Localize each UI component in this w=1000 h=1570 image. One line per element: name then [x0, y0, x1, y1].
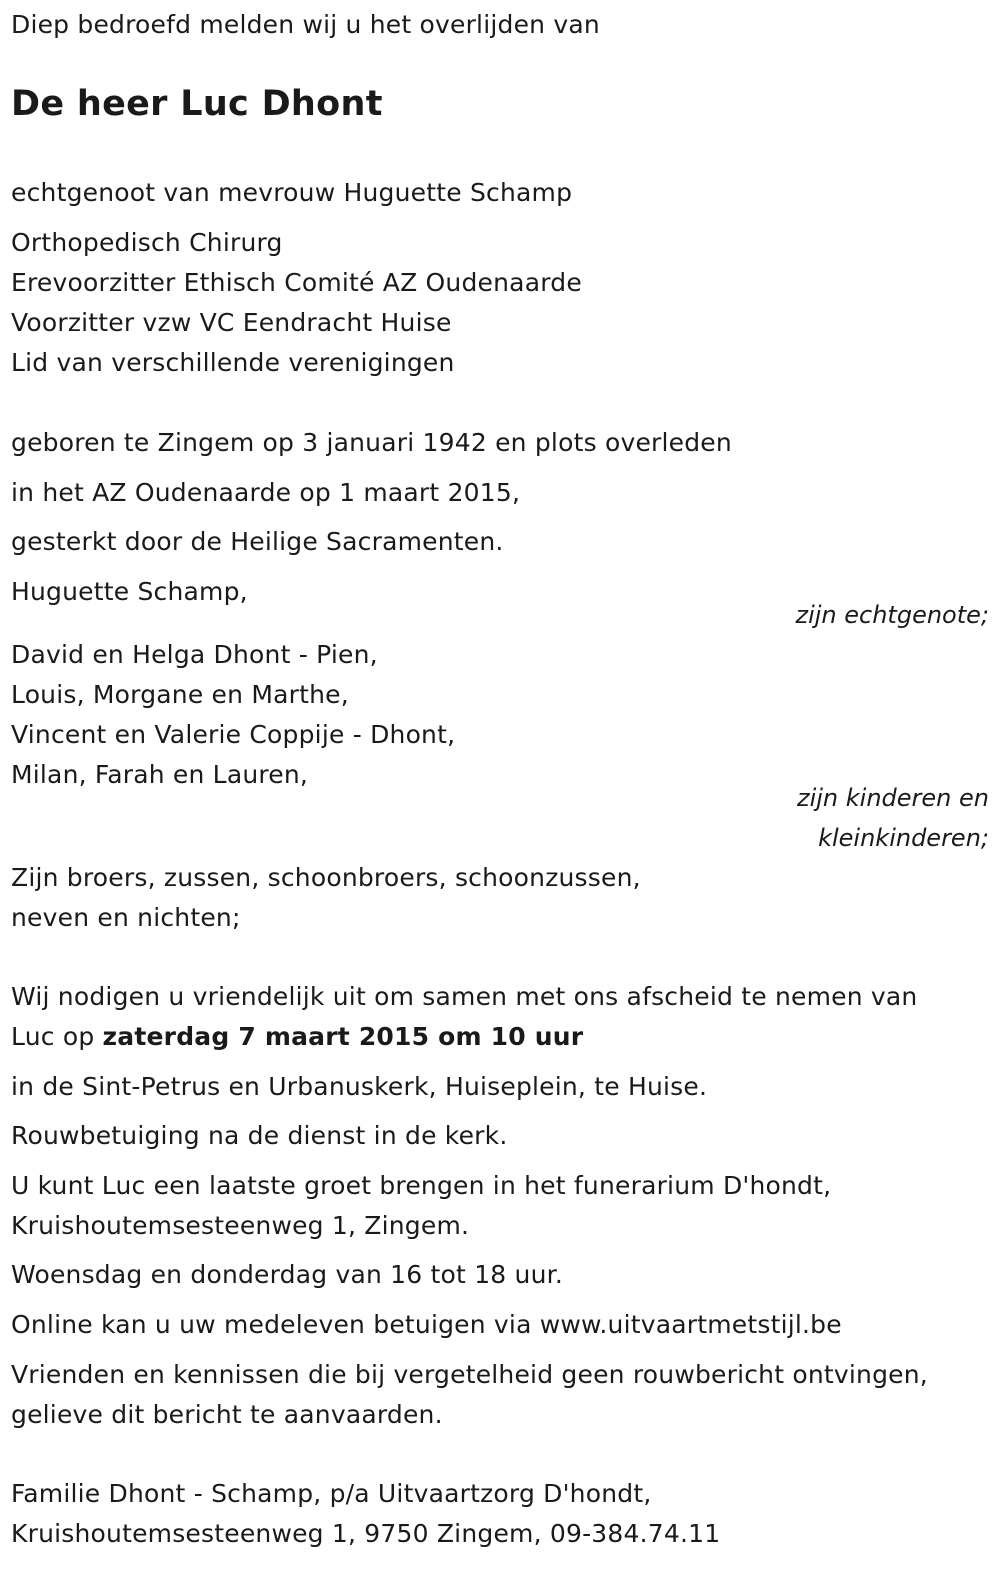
detail-line: Kruishoutemsesteenweg 1, Zingem. — [11, 1211, 470, 1240]
child-line: Vincent en Valerie Coppije - Dhont, — [11, 720, 456, 749]
title-line: Orthopedisch Chirurg — [11, 228, 283, 257]
family-line: neven en nichten; — [11, 903, 241, 932]
title-line: Erevoorzitter Ethisch Comité AZ Oudenaarde — [11, 268, 582, 297]
contact-line: Kruishoutemsesteenweg 1, 9750 Zingem, 09-384.74.11 — [11, 1519, 721, 1548]
child-line: Louis, Morgane en Marthe, — [11, 680, 349, 709]
title-line: Lid van verschillende verenigingen — [11, 348, 455, 377]
detail-line: gelieve dit bericht te aanvaarden. — [11, 1400, 443, 1429]
birth-line: in het AZ Oudenaarde op 1 maart 2015, — [11, 478, 521, 507]
invitation-line: Wij nodigen u vriendelijk uit om samen met ons afscheid te nemen van — [11, 982, 918, 1011]
ceremony-date: zaterdag 7 maart 2015 om 10 uur — [102, 1022, 584, 1051]
invitation-prefix: Luc op — [11, 1022, 103, 1051]
family-line: Zijn broers, zussen, schoonbroers, schoonzussen, — [11, 863, 641, 892]
deceased-name: De heer Luc Dhont — [11, 84, 383, 124]
detail-line: U kunt Luc een laatste groet brengen in het funerarium D'hondt, — [11, 1171, 832, 1200]
children-role: zijn kinderen en — [797, 784, 989, 812]
birth-line: geboren te Zingem op 3 januari 1942 en plots overleden — [11, 428, 732, 457]
spouse-name: Huguette Schamp, — [11, 577, 248, 606]
detail-line: Rouwbetuiging na de dienst in de kerk. — [11, 1121, 508, 1150]
title-line: Voorzitter vzw VC Eendracht Huise — [11, 308, 452, 337]
spouse-line: echtgenoot van mevrouw Huguette Schamp — [11, 178, 573, 207]
detail-line: in de Sint-Petrus en Urbanuskerk, Huiseplein, te Huise. — [11, 1072, 708, 1101]
child-line: Milan, Farah en Lauren, — [11, 760, 309, 789]
children-role: kleinkinderen; — [818, 824, 989, 852]
website-line: Online kan u uw medeleven betuigen via www.uitvaartmetstijl.be — [11, 1310, 842, 1339]
detail-line: Woensdag en donderdag van 16 tot 18 uur. — [11, 1260, 563, 1289]
invitation-date-line — [11, 1022, 583, 1052]
intro-text: Diep bedroefd melden wij u het overlijden van — [11, 10, 600, 39]
contact-line: Familie Dhont - Schamp, p/a Uitvaartzorg D'hondt, — [11, 1479, 652, 1508]
child-line: David en Helga Dhont - Pien, — [11, 640, 378, 669]
spouse-role: zijn echtgenote; — [795, 601, 989, 629]
detail-line: Vrienden en kennissen die bij vergetelheid geen rouwbericht ontvingen, — [11, 1360, 928, 1389]
birth-line: gesterkt door de Heilige Sacramenten. — [11, 527, 504, 556]
